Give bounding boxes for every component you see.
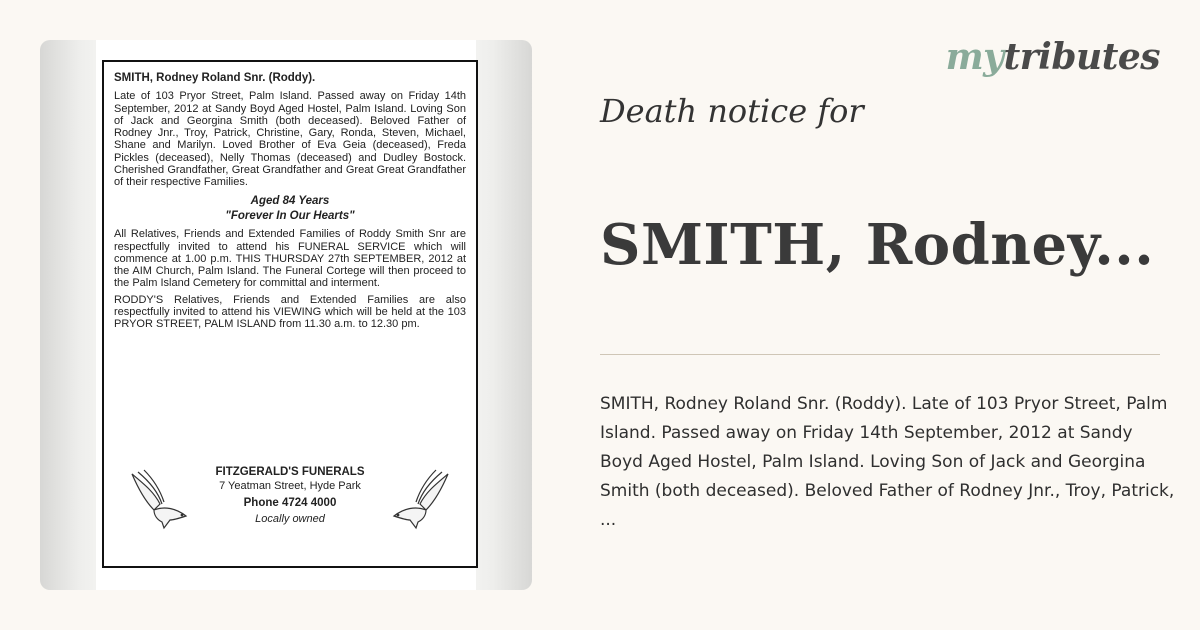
notice-age: Aged 84 Years [250, 194, 330, 207]
page-subtitle: Death notice for [600, 92, 864, 130]
notice-summary-text: SMITH, Rodney Roland Snr. (Roddy). Late of 103 Pryor Street, Palm Island. Passed away on Friday 14th September, 2012 at Sandy Boyd Aged Hostel, Palm Island. Loving Son of Jack and Georgina Smith (both deceased). Beloved Father of Rodney Jnr., Troy, Patrick, [600, 394, 1175, 501]
notice-viewing-paragraph: RODDY'S Relatives, Friends and Extended Families are also respectfully invited to attend his VIEWING which will be held at the 103 PRYOR STREET, PALM ISLAND from 11.30 a.m. to 12.30 pm. [114, 293, 466, 331]
notice-summary-ellipsis: ... [600, 510, 617, 530]
notice-summary [600, 390, 1180, 535]
funeral-home-tagline: Locally owned [255, 512, 325, 525]
notice-quote: "Forever In Our Hearts" [225, 209, 355, 222]
brand-logo-part2: tributes [1003, 36, 1160, 78]
dove-left-icon [124, 466, 194, 536]
notice-funeral-paragraph: All Relatives, Friends and Extended Families of Roddy Smith Snr are respectfully invited to attend his FUNERAL SERVICE which will commence at 1.00 p.m. THIS THURSDAY 27th SEPTEMBER, 2012 at the AIM Church, Palm Island. The Funeral Cortege will then proceed to the Palm Island Cemetery for committal and interment. [114, 228, 466, 290]
deceased-name-title: SMITH, Rodney... [600, 212, 1155, 278]
funeral-home-phone: Phone 4724 4000 [243, 496, 337, 509]
notice-heading: SMITH, Rodney Roland Snr. (Roddy). [114, 72, 316, 84]
funeral-home-address: 7 Yeatman Street, Hyde Park [219, 480, 361, 493]
section-divider [600, 354, 1160, 355]
funeral-home-name: FITZGERALD'S FUNERALS [215, 466, 365, 478]
brand-logo[interactable] [946, 36, 1160, 78]
newspaper-clipping [96, 40, 476, 590]
death-notice-image [40, 40, 532, 590]
dove-right-icon [386, 466, 456, 536]
brand-logo-part1: my [945, 36, 1004, 78]
notice-border-box [102, 60, 478, 568]
funeral-home-block [104, 466, 476, 546]
notice-body: Late of 103 Pryor Street, Palm Island. Passed away on Friday 14th September, 2012 at Sandy Boyd Aged Hostel, Palm Island. Loving Son of Jack and Georgina Smith (both deceased). Beloved Father of Rodney Jnr., Troy, Patrick, Christine, Gary, Ronda, Steven, Michael, Shane and Marilyn. Loved Brother of Eva Geia (deceased), Freda Pickles (deceased), Nelly Thomas (deceased) and Dudley Bostock. Cherished Grandfather, Great Grandfather and Great Great Grandfather of their respective Families. [114, 90, 466, 189]
